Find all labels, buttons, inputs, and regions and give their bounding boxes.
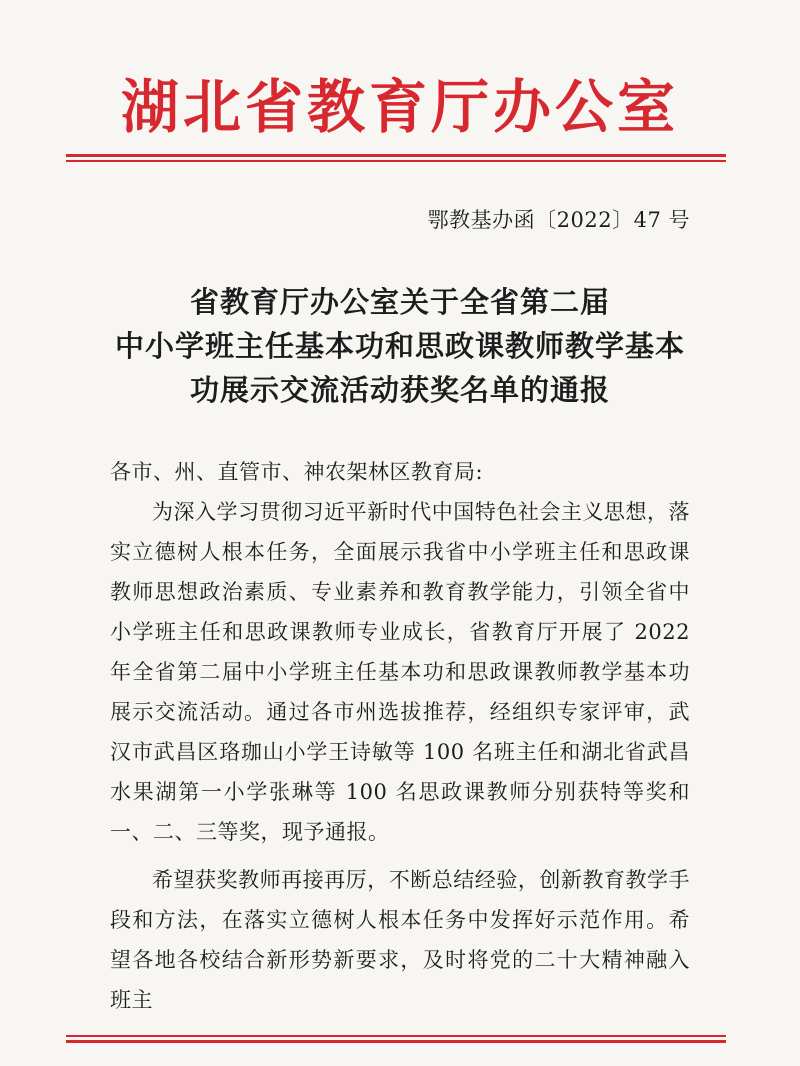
footer-divider-top [66,1035,726,1037]
paragraph-2: 希望获奖教师再接再厉，不断总结经验，创新教育教学手段和方法，在落实立德树人根本任务中发挥好示范作用。希望各地各校结合新形势新要求，及时将党的二十大精神融入班主 [110,868,690,1012]
title-line-1: 省教育厅办公室关于全省第二届 [189,285,610,319]
document-number: 鄂教基办函〔2022〕47 号 [427,208,690,232]
document-body [110,452,690,1020]
title-line-3: 功展示交流活动获奖名单的通报 [189,373,610,407]
paragraph-1: 为深入学习贯彻习近平新时代中国特色社会主义思想，落实立德树人根本任务，全面展示我省中小学班主任和思政课教师思想政治素质、专业素养和教育教学能力，引领全省中小学班主任和思政课教师专业成长，省教育厅开展了 2022 年全省第二届中小学班主任基本功和思政课教师教学基本功展示交流活动。通过各市州选拔推荐，经组织专家评审，武汉市武昌区珞珈山小学王诗敏等 100 名班主任和湖北省武昌水果湖第一小学张琳等 100 名思政课教师分别获特等奖和一、二、三等奖，现予通报。 [110,500,690,844]
header-divider-top [66,154,726,157]
document-title [0,280,800,412]
header-divider-bottom [66,160,726,162]
footer-divider-bottom [66,1040,726,1043]
issuer-masthead: 湖北省教育厅办公室 [120,73,679,141]
title-line-2: 中小学班主任基本功和思政课教师教学基本 [114,329,685,363]
salutation: 各市、州、直管市、神农架林区教育局: [110,460,484,484]
